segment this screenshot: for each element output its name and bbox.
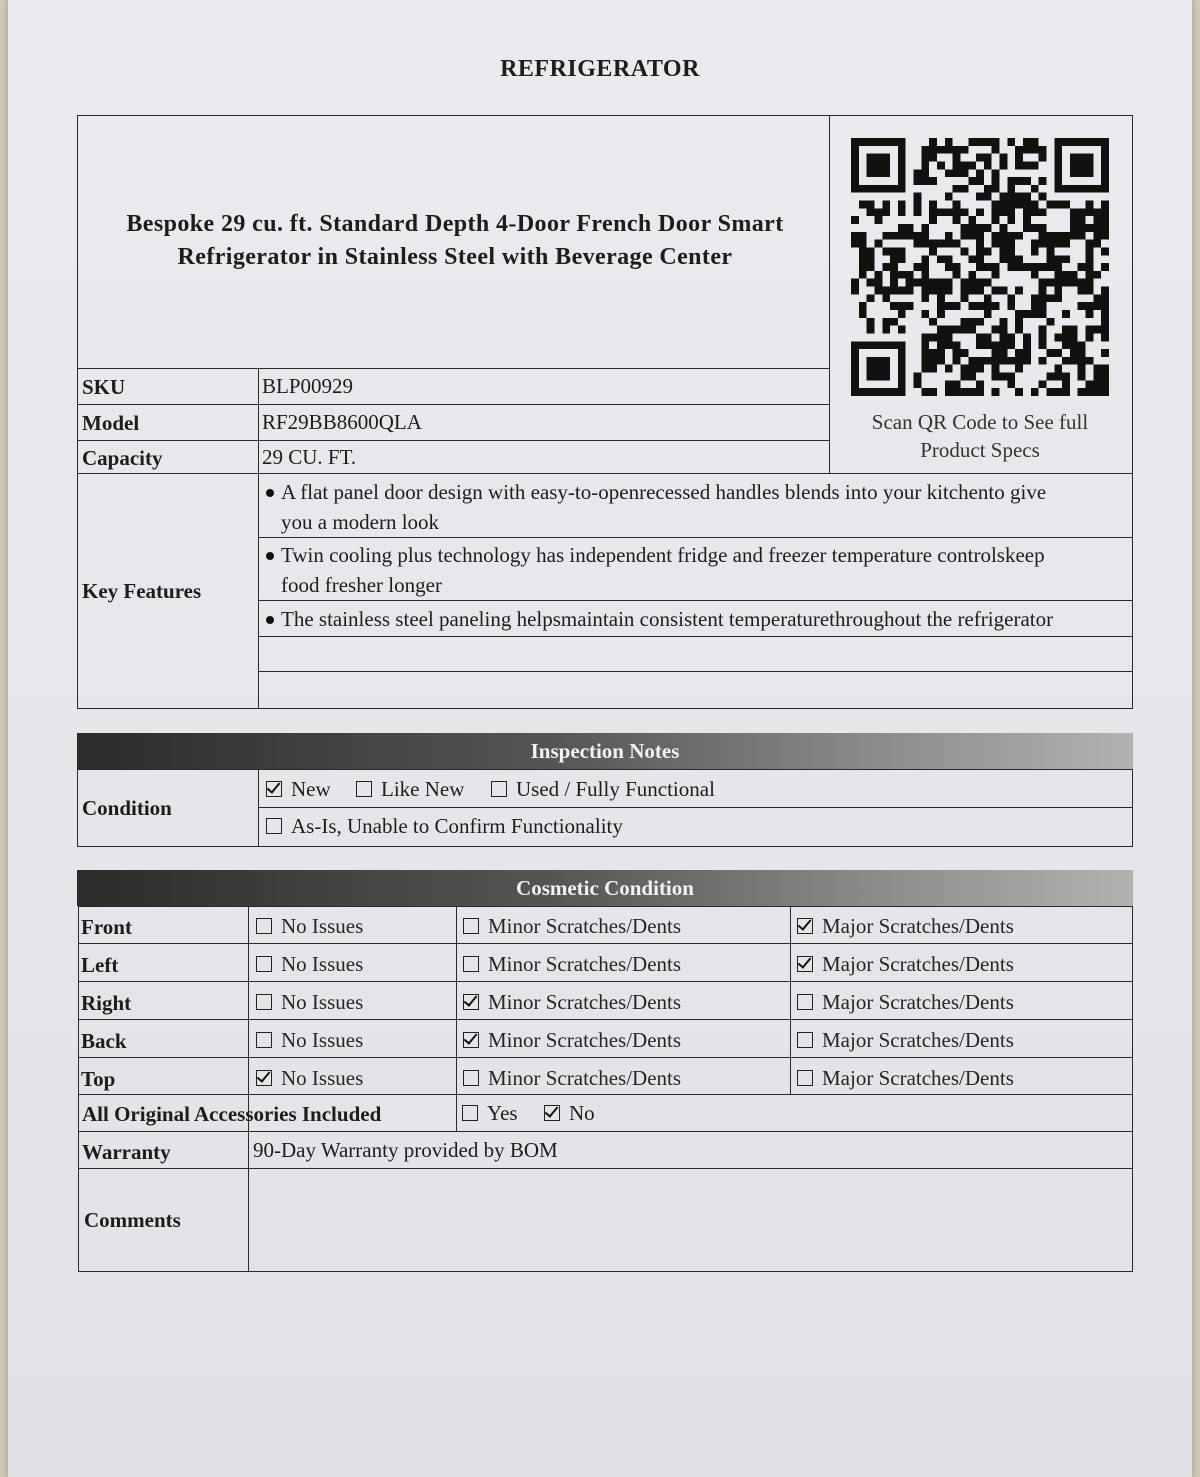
comments-label: Comments (84, 1208, 181, 1232)
checkbox-icon[interactable] (256, 918, 272, 934)
cosmetic-side-label: Left (81, 953, 119, 977)
warranty-value: 90-Day Warranty provided by BOM (253, 1138, 558, 1162)
inspection-notes-header: Inspection Notes (77, 733, 1133, 769)
qr-caption-line1: Scan QR Code to See full (871, 410, 1089, 434)
checkbox-icon[interactable] (491, 781, 507, 797)
cosmetic-condition-header: Cosmetic Condition (77, 870, 1133, 906)
cosmetic-side-label: Right (81, 991, 132, 1015)
checkbox-icon[interactable] (463, 994, 479, 1010)
product-name-line1: Bespoke 29 cu. ft. Standard Depth 4-Door French Door Smart (126, 211, 784, 237)
checkbox-icon[interactable] (797, 918, 813, 934)
feature-1-line2: you a modern look (281, 510, 440, 534)
minor-scratches-option[interactable]: Minor Scratches/Dents (463, 914, 681, 939)
checkbox-icon[interactable] (356, 781, 372, 797)
minor-scratches-option[interactable]: Minor Scratches/Dents (463, 1028, 681, 1053)
minor-scratches-option[interactable]: Minor Scratches/Dents (463, 990, 681, 1015)
checkbox-icon[interactable] (463, 956, 479, 972)
model-label: Model (82, 411, 140, 435)
feature-1-line1: A flat panel door design with easy-to-openrecessed handles blends into your kitchento give (281, 480, 1047, 504)
cosmetic-side-label: Back (81, 1029, 127, 1053)
feature-3-line1: The stainless steel paneling helpsmaintain consistent temperaturethroughout the refrigerator (281, 607, 1054, 631)
checkbox-icon[interactable] (256, 1032, 272, 1048)
document-title: REFRIGERATOR (500, 56, 700, 82)
checkbox-icon[interactable] (797, 1032, 813, 1048)
feature-item (262, 604, 1132, 634)
feature-2-line2: food fresher longer (281, 573, 442, 597)
checkbox-icon[interactable] (797, 956, 813, 972)
feature-item (262, 540, 1132, 600)
bullet-icon (266, 552, 274, 560)
capacity-value: 29 CU. FT. (262, 445, 357, 469)
checkbox-icon[interactable] (797, 994, 813, 1010)
checkbox-icon[interactable] (256, 1070, 272, 1086)
checkbox-icon[interactable] (544, 1105, 560, 1121)
checkbox-icon[interactable] (256, 994, 272, 1010)
major-scratches-option[interactable]: Major Scratches/Dents (797, 990, 1014, 1015)
checkbox-icon[interactable] (463, 1032, 479, 1048)
condition-option-like-new[interactable]: Like New (356, 777, 464, 802)
accessories-yes-option[interactable]: Yes (462, 1101, 518, 1126)
minor-scratches-option[interactable]: Minor Scratches/Dents (463, 952, 681, 977)
cosmetic-side-label: Top (81, 1067, 116, 1091)
no-issues-option[interactable]: No Issues (256, 952, 363, 977)
minor-scratches-option[interactable]: Minor Scratches/Dents (463, 1066, 681, 1091)
checkbox-icon[interactable] (266, 781, 282, 797)
bullet-icon (266, 489, 274, 497)
qr-caption-line2: Product Specs (920, 438, 1040, 462)
warranty-label: Warranty (82, 1140, 171, 1164)
qr-code-icon[interactable] (850, 138, 1110, 396)
feature-2-line1: Twin cooling plus technology has independent fridge and freezer temperature controlskeep (281, 543, 1045, 567)
capacity-label: Capacity (82, 446, 163, 470)
checkbox-icon[interactable] (463, 918, 479, 934)
sku-label: SKU (82, 375, 126, 399)
no-issues-option[interactable]: No Issues (256, 1028, 363, 1053)
accessories-label: All Original Accessories Included (82, 1102, 382, 1126)
product-name-line2: Refrigerator in Stainless Steel with Beverage Center (177, 244, 733, 270)
accessories-no-option[interactable]: No (544, 1101, 595, 1126)
checkbox-icon[interactable] (462, 1105, 478, 1121)
condition-option-as-is[interactable]: As-Is, Unable to Confirm Functionality (266, 814, 623, 839)
no-issues-option[interactable]: No Issues (256, 914, 363, 939)
key-features-label: Key Features (82, 579, 202, 603)
major-scratches-option[interactable]: Major Scratches/Dents (797, 914, 1014, 939)
major-scratches-option[interactable]: Major Scratches/Dents (797, 1066, 1014, 1091)
feature-item (262, 477, 1132, 537)
no-issues-option[interactable]: No Issues (256, 1066, 363, 1091)
major-scratches-option[interactable]: Major Scratches/Dents (797, 952, 1014, 977)
product-name (80, 208, 830, 274)
condition-option-new[interactable]: New (266, 777, 331, 802)
qr-caption (832, 408, 1128, 464)
bullet-icon (266, 616, 274, 624)
checkbox-icon[interactable] (256, 956, 272, 972)
comments-field[interactable] (256, 1180, 1116, 1260)
checkbox-icon[interactable] (797, 1070, 813, 1086)
major-scratches-option[interactable]: Major Scratches/Dents (797, 1028, 1014, 1053)
no-issues-option[interactable]: No Issues (256, 990, 363, 1015)
condition-option-used[interactable]: Used / Fully Functional (491, 777, 715, 802)
condition-label: Condition (82, 796, 172, 820)
checkbox-icon[interactable] (266, 818, 282, 834)
checkbox-icon[interactable] (463, 1070, 479, 1086)
model-value: RF29BB8600QLA (262, 410, 422, 434)
cosmetic-side-label: Front (81, 915, 132, 939)
sku-value: BLP00929 (262, 374, 354, 398)
